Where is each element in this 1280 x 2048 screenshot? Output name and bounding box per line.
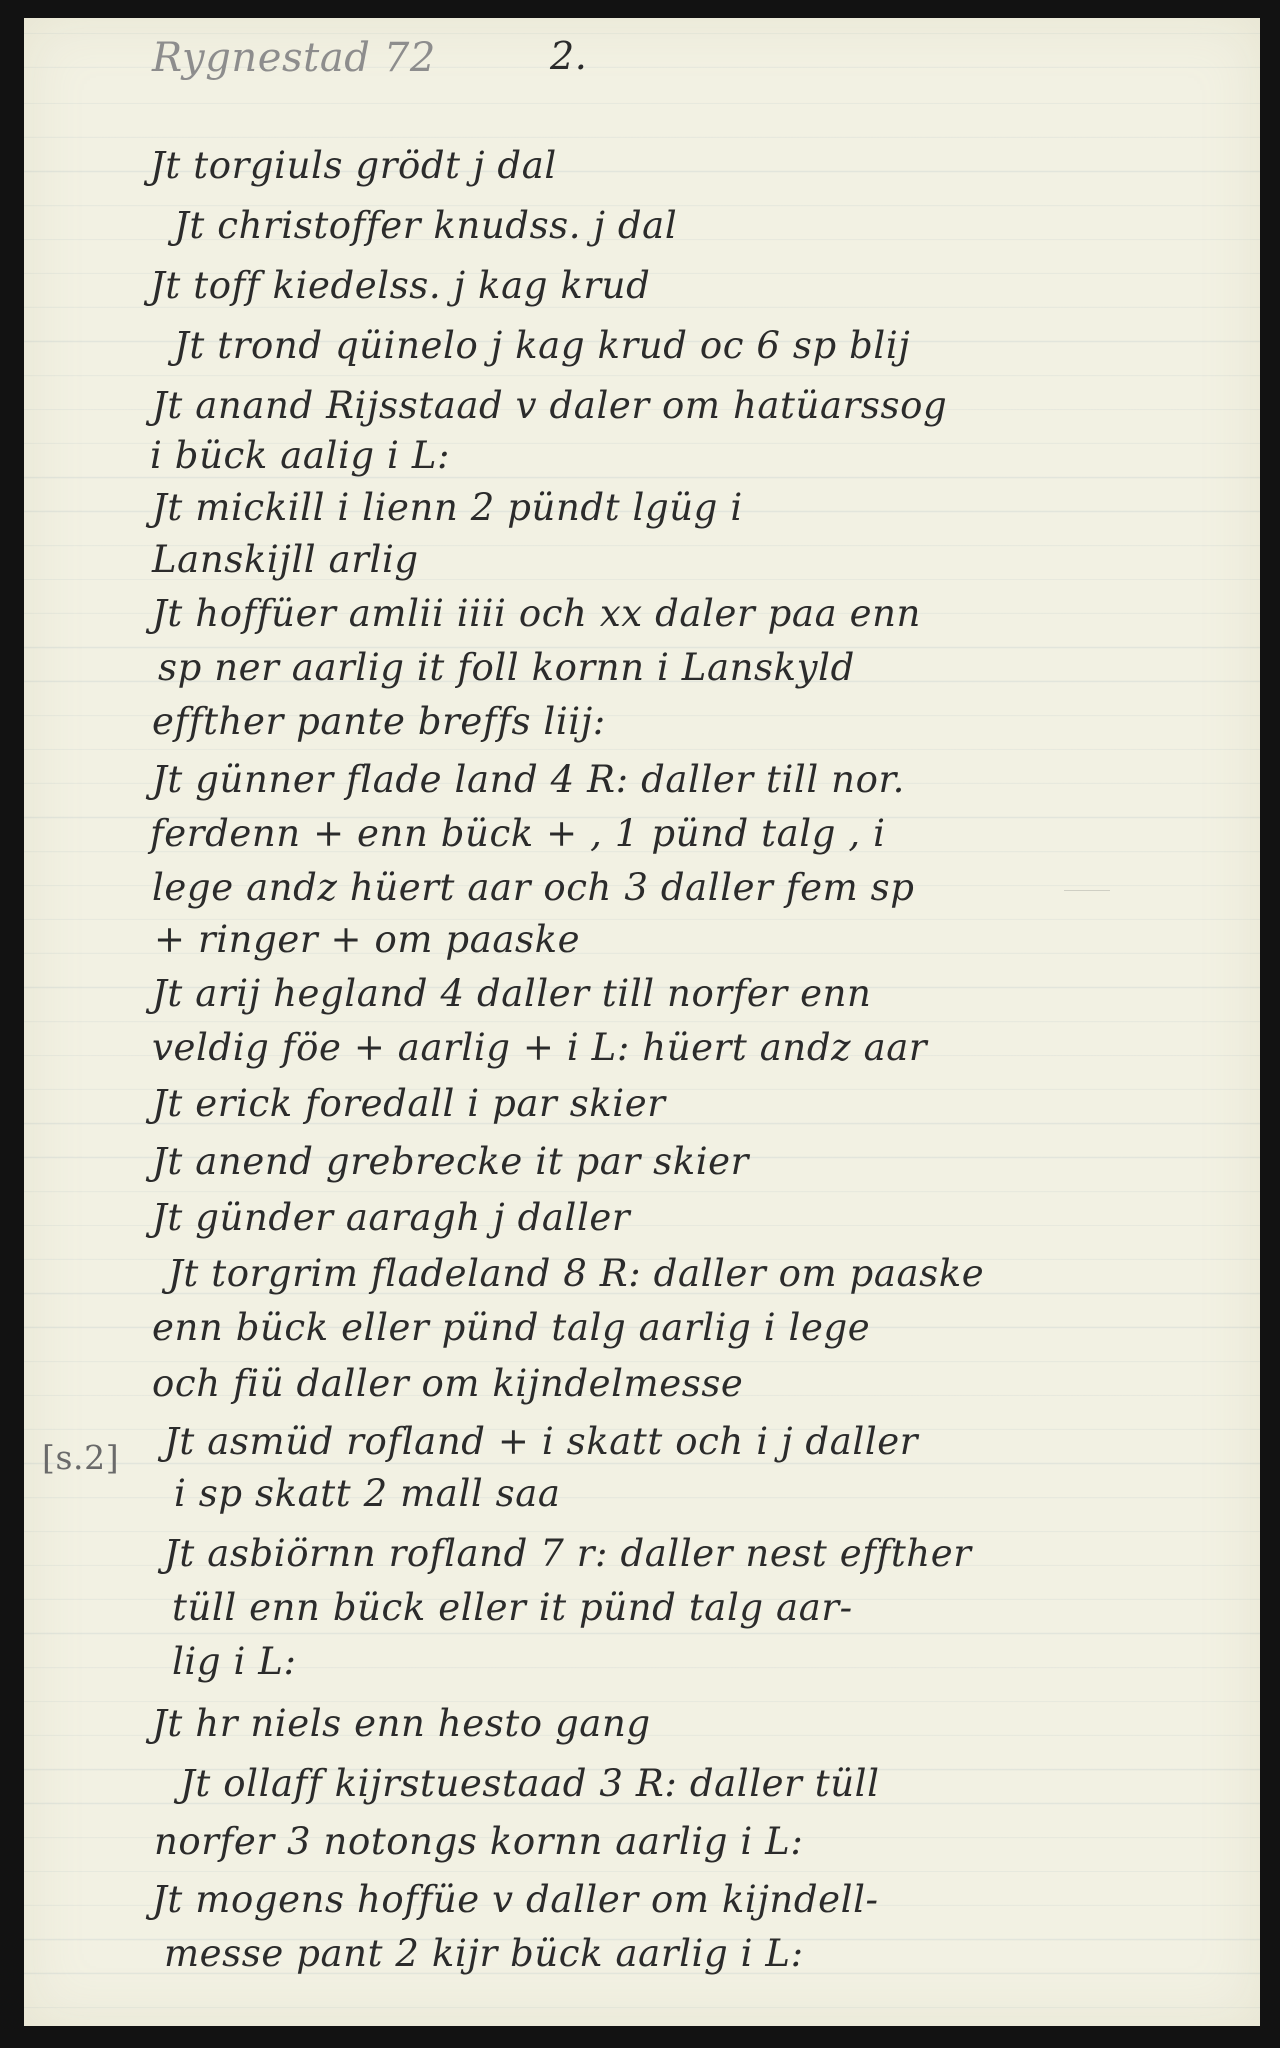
manuscript-line: veldig föe + aarlig + i L: hüert andz aar	[152, 1026, 928, 1069]
manuscript-line: + ringer + om paaske	[154, 918, 581, 961]
margin-note: [s.2]	[42, 1438, 120, 1477]
manuscript-line: Jt mickill i lienn 2 pündt lgüg i	[152, 486, 743, 529]
manuscript-line: Jt arij hegland 4 daller till norfer enn	[152, 972, 872, 1015]
manuscript-line: tüll enn bück eller it pünd talg aar-	[172, 1586, 853, 1629]
manuscript-line: norfer 3 notongs kornn aarlig i L:	[154, 1820, 804, 1863]
archive-reference: Rygnestad 72	[152, 35, 436, 81]
manuscript-line: lege andz hüert aar och 3 daller fem sp	[152, 866, 915, 909]
manuscript-line: i sp skatt 2 mall saa	[174, 1472, 561, 1515]
manuscript-line: Jt erick foredall i par skier	[152, 1082, 666, 1125]
manuscript-line: messe pant 2 kijr bück aarlig i L:	[164, 1932, 804, 1975]
pencil-mark	[1064, 890, 1110, 891]
manuscript-line: Jt anand Rijsstaad v daler om hatüarssog	[152, 384, 948, 427]
manuscript-line: Jt torgiuls grödt j dal	[150, 144, 557, 187]
manuscript-line: enn bück eller pünd talg aarlig i lege	[152, 1306, 871, 1349]
manuscript-line: och fiü daller om kijndelmesse	[152, 1362, 744, 1405]
manuscript-line: Jt günder aaragh j daller	[152, 1196, 631, 1239]
manuscript-page	[24, 18, 1260, 2026]
manuscript-line: Jt hoffüer amlii iiii och xx daler paa enn	[152, 592, 921, 635]
manuscript-line: Jt trond qüinelo j kag krud oc 6 sp blij	[174, 324, 911, 367]
manuscript-line: lig i L:	[172, 1640, 297, 1683]
manuscript-line: Jt günner flade land 4 R: daller till nor.	[152, 758, 906, 801]
manuscript-line: Jt ollaff kijrstuestaad 3 R: daller tüll	[180, 1762, 880, 1805]
manuscript-line: Jt hr niels enn hesto gang	[152, 1702, 651, 1745]
manuscript-line: Jt asmüd rofland + i skatt och i j daller	[164, 1420, 919, 1463]
manuscript-line: Jt asbiörnn rofland 7 r: daller nest effther	[164, 1532, 972, 1575]
manuscript-line: ferdenn + enn bück + , 1 pünd talg , i	[150, 812, 886, 855]
page-number: 2.	[550, 34, 588, 78]
manuscript-line: Jt anend grebrecke it par skier	[152, 1140, 749, 1183]
manuscript-line: i bück aalig i L:	[150, 434, 451, 477]
manuscript-line: Lanskijll arlig	[152, 538, 419, 581]
manuscript-line: effther pante breffs liij:	[152, 700, 606, 743]
manuscript-line: sp ner aarlig it foll kornn i Lanskyld	[158, 646, 855, 689]
manuscript-line: Jt torgrim fladeland 8 R: daller om paaske	[168, 1252, 985, 1295]
manuscript-line: Jt toff kiedelss. j kag krud	[150, 264, 651, 307]
manuscript-line: Jt christoffer knudss. j dal	[174, 204, 678, 247]
manuscript-line: Jt mogens hoffüe v daller om kijndell-	[152, 1878, 879, 1921]
